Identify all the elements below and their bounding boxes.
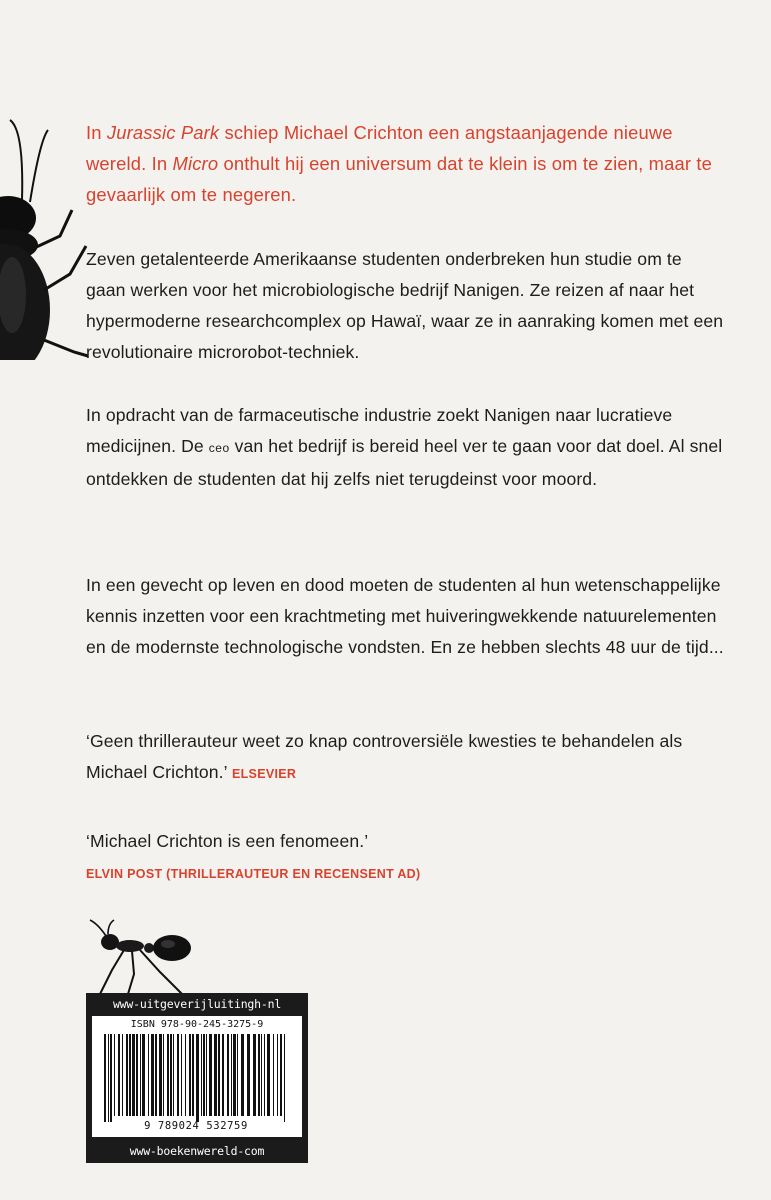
- quote-elsevier: [86, 726, 726, 790]
- paragraph-nanigen-text-2: van het bedrijf is bereid heel ver te gaan voor dat doel. Al snel ontdekken de studenten dat hij zelfs niet terugdeinst voor moord.: [86, 436, 723, 489]
- quote-elvin-post-text: ‘Michael Crichton is een fenomeen.’: [86, 831, 369, 851]
- ant-illustration: [86, 918, 221, 996]
- barcode-block: [86, 993, 308, 1163]
- paragraph-nanigen-ceo: ceo: [208, 441, 230, 455]
- paragraph-students: Zeven getalenteerde Amerikaanse studenten onderbreken hun studie om te gaan werken voor het microbiologische bedrijf Nanigen. Ze reizen af naar het hypermoderne researchcomplex op Hawaï, waar ze in aanraking komen met een revolutionaire microrobot-techniek.: [86, 249, 724, 362]
- lead-title-jurassic-park: Jurassic Park: [106, 122, 220, 143]
- paragraph-battle: In een gevecht op leven en dood moeten de studenten al hun wetenschappelijke kennis inzetten voor een krachtmeting met huiveringwekkende natuurelementen en de modernste technologische vondsten. En ze hebben slechts 48 uur de tijd...: [86, 575, 724, 657]
- isbn-label: ISBN 978-90-245-3275-9: [130, 1019, 264, 1030]
- quote-elvin-post-source: ELVIN POST (THRILLERAUTEUR EN RECENSENT AD): [86, 867, 421, 881]
- quote-elsevier-source: ELSEVIER: [231, 767, 297, 781]
- lead-paragraph: [86, 117, 726, 210]
- paragraph-nanigen-text-1: In opdracht van de farmaceutische industrie zoekt Nanigen naar lucratieve medicijnen. De: [86, 405, 673, 456]
- lead-text-2: schiep Michael Crichton een angstaanjagende nieuwe wereld. In: [86, 122, 673, 174]
- bookstore-url: www-boekenwereld-com: [129, 1144, 265, 1158]
- lead-text-3: onthult hij een universum dat te klein is om te zien, maar te gevaarlijk om te negeren.: [86, 153, 713, 205]
- beetle-illustration: [0, 60, 90, 360]
- publisher-url: www-uitgeverijluitingh-nl: [112, 997, 282, 1011]
- paragraph-nanigen: [86, 400, 726, 495]
- barcode-panel: [92, 1016, 302, 1137]
- quote-elsevier-text: ‘Geen thrillerauteur weet zo knap controversiële kwesties te behandelen als Michael Crichton.’: [86, 731, 683, 782]
- barcode-digits: 9 789024 532759: [144, 1120, 248, 1132]
- lead-text-1: In: [86, 122, 107, 143]
- lead-title-micro: Micro: [172, 153, 219, 174]
- quote-elvin-post: [86, 826, 726, 890]
- barcode-bars: [102, 1034, 292, 1122]
